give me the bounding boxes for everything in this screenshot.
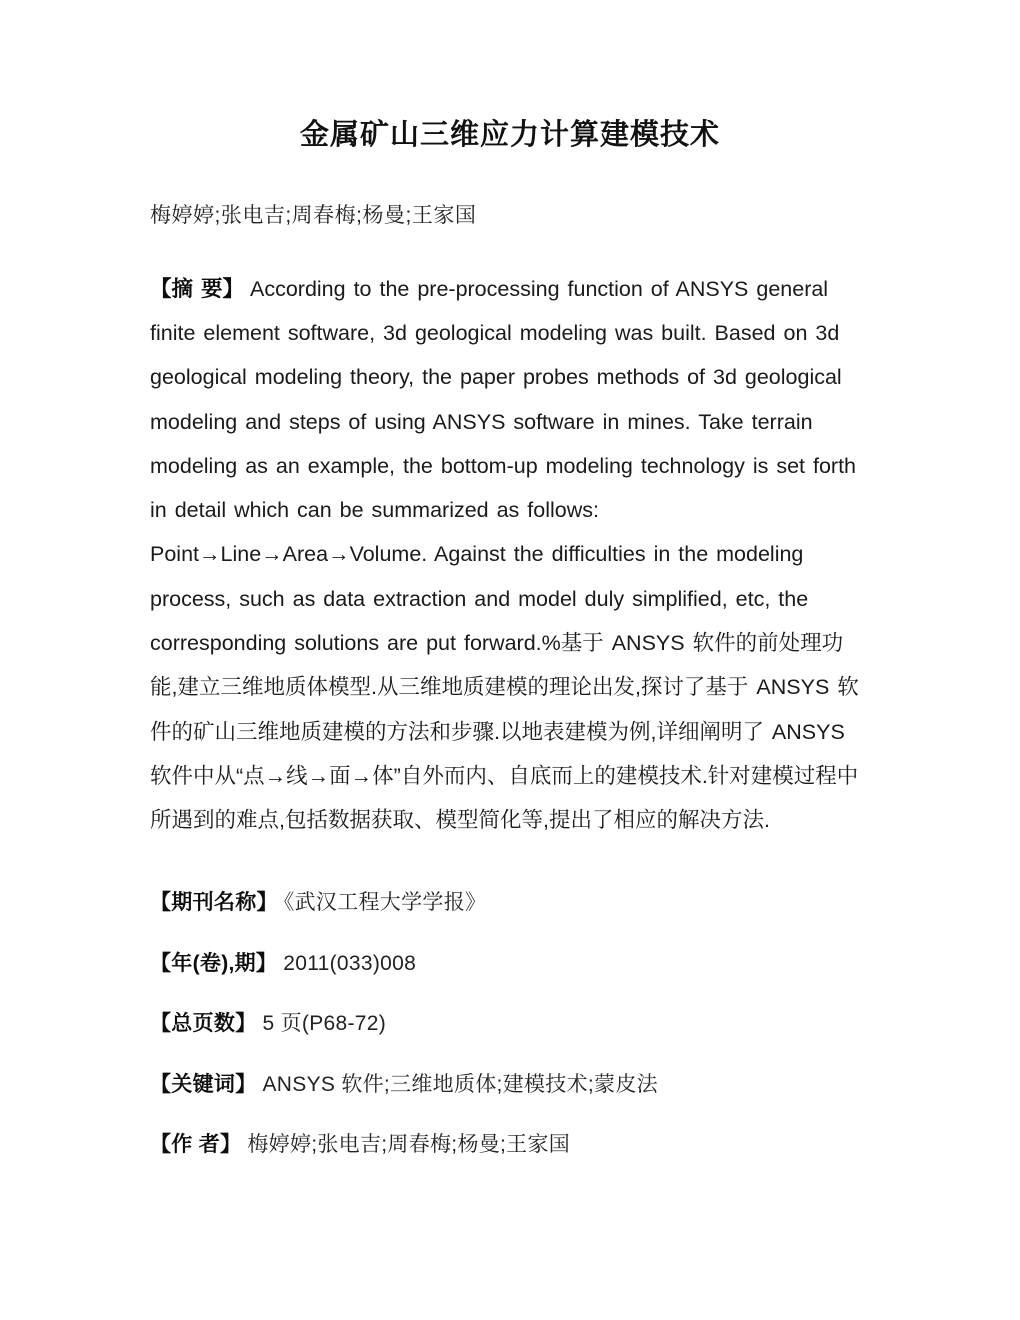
- field-journal-name-label: 【期刊名称】: [150, 891, 278, 915]
- field-year-volume-issue-value: 2011(033)008: [283, 951, 417, 975]
- abstract-label: 【摘 要】: [150, 276, 244, 301]
- authors-line: 梅婷婷;张电吉;周春梅;杨曼;王家国: [150, 203, 477, 227]
- abstract-text: According to the pre-processing function of ANSYS general finite element software, 3d geological modeling was built. Based on 3d geological modeling theory, the paper probes methods of 3d geological modeling and steps of using ANSYS software in mines. Take terrain modeling as an example, the bottom-up modeling technology is set forth in detail which can be summarized as follows: Point→Line→Area→Volume. Against the difficulties in the modeling process, such as data extraction and model duly simplified, etc, the corresponding solutions are put forward.%基于 ANSYS 软件的前处理功能,建立三维地质体模型.从三维地质建模的理论出发,探讨了基于 ANSYS 软件的矿山三维地质建模的方法和步骤.以地表建模为例,详细阐明了 ANSYS 软件中从“点→线→面→体”自外而内、自底而上的建模技术.针对建模过程中所遇到的难点,包括数据获取、模型简化等,提出了相应的解决方法.: [150, 276, 859, 833]
- field-page-count-value: 5 页(P68-72): [262, 1012, 387, 1036]
- field-journal-name: [150, 888, 870, 918]
- field-authors: [150, 1130, 870, 1160]
- field-authors-value: 梅婷婷;张电吉;周春梅;杨曼;王家国: [247, 1133, 571, 1157]
- field-keywords-label: 【关键词】: [150, 1072, 257, 1096]
- field-page-count-label: 【总页数】: [150, 1012, 257, 1036]
- field-keywords: [150, 1070, 870, 1100]
- field-journal-name-value: 《武汉工程大学学报》: [283, 891, 487, 915]
- page-title: 金属矿山三维应力计算建模技术: [299, 119, 720, 151]
- field-authors-label: 【作 者】: [150, 1133, 242, 1157]
- field-page-count: [150, 1009, 870, 1039]
- field-year-volume-issue: [150, 949, 870, 979]
- field-keywords-value: ANSYS 软件;三维地质体;建模技术;蒙皮法: [262, 1072, 658, 1096]
- field-year-volume-issue-label: 【年(卷),期】: [150, 951, 278, 975]
- abstract-paragraph: [150, 267, 870, 843]
